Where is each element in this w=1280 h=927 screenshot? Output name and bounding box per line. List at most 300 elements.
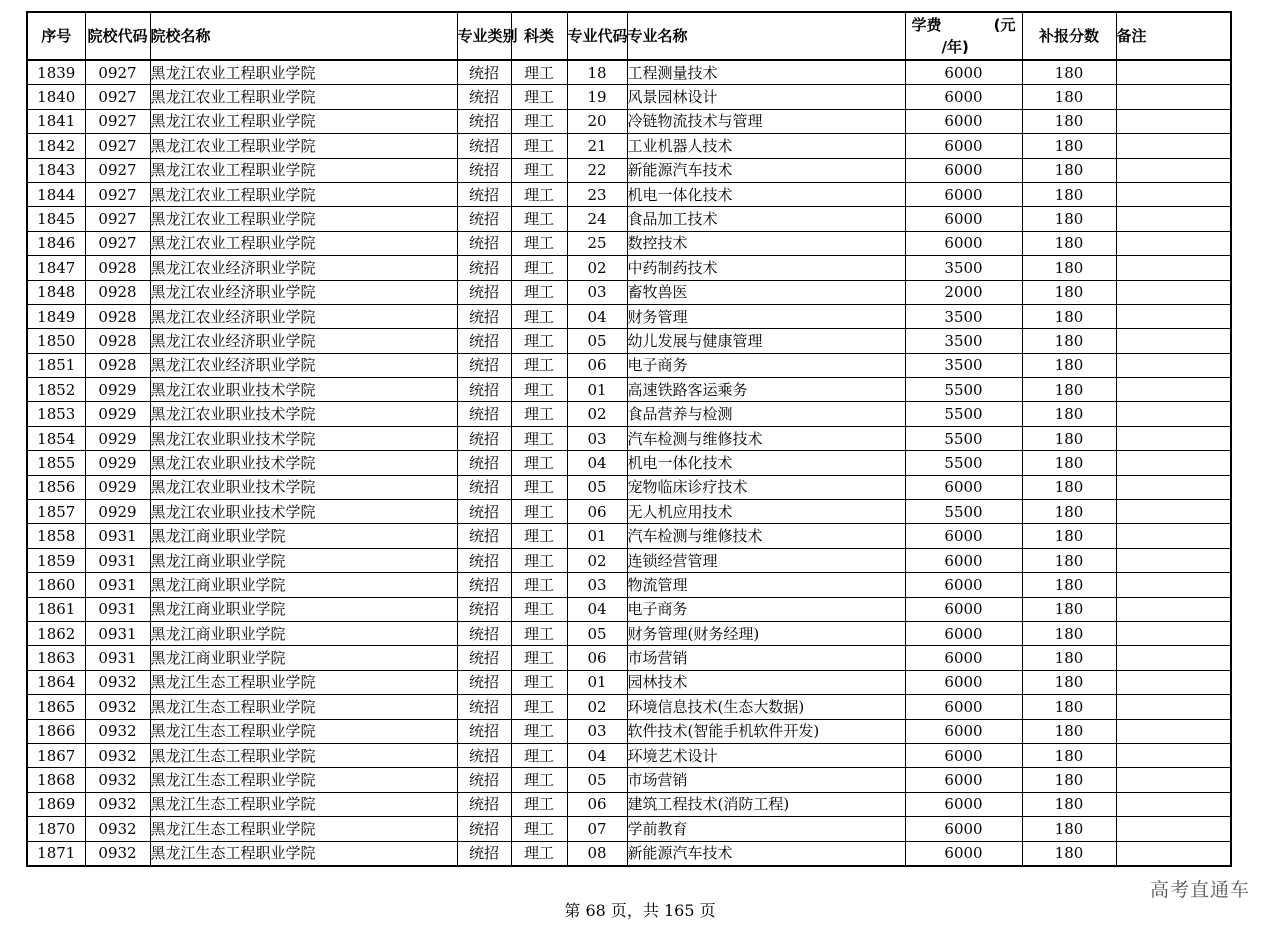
cell-major-code: 19 bbox=[567, 85, 627, 109]
cell-major-code: 03 bbox=[567, 719, 627, 743]
cell-major-code: 02 bbox=[567, 402, 627, 426]
cell-school-code: 0932 bbox=[85, 841, 150, 866]
cell-subject: 理工 bbox=[511, 670, 567, 694]
cell-subject: 理工 bbox=[511, 451, 567, 475]
cell-tuition: 6000 bbox=[905, 158, 1022, 182]
cell-major-type: 统招 bbox=[457, 475, 511, 499]
cell-note bbox=[1116, 500, 1231, 524]
cell-seq: 1859 bbox=[27, 548, 85, 572]
cell-subject: 理工 bbox=[511, 182, 567, 206]
header-note: 备注 bbox=[1116, 12, 1231, 60]
cell-major-code: 04 bbox=[567, 304, 627, 328]
cell-major-name: 财务管理 bbox=[627, 304, 905, 328]
cell-major-name: 市场营销 bbox=[627, 646, 905, 670]
cell-major-name: 机电一体化技术 bbox=[627, 451, 905, 475]
cell-major-name: 电子商务 bbox=[627, 597, 905, 621]
cell-major-name: 冷链物流技术与管理 bbox=[627, 109, 905, 133]
cell-tuition: 6000 bbox=[905, 231, 1022, 255]
header-major-type: 专业类别 bbox=[457, 12, 511, 60]
cell-major-type: 统招 bbox=[457, 182, 511, 206]
cell-school-name: 黑龙江农业职业技术学院 bbox=[150, 426, 457, 450]
cell-major-name: 汽车检测与维修技术 bbox=[627, 426, 905, 450]
cell-school-name: 黑龙江农业工程职业学院 bbox=[150, 60, 457, 85]
cell-subject: 理工 bbox=[511, 207, 567, 231]
cell-school-name: 黑龙江生态工程职业学院 bbox=[150, 792, 457, 816]
cell-major-name: 中药制药技术 bbox=[627, 256, 905, 280]
cell-score: 180 bbox=[1022, 695, 1116, 719]
cell-score: 180 bbox=[1022, 304, 1116, 328]
table-row bbox=[27, 524, 1231, 548]
cell-subject: 理工 bbox=[511, 280, 567, 304]
header-tuition-label: 学费 bbox=[911, 16, 942, 34]
page-number: 第 68 页，共 165 页 bbox=[564, 901, 716, 920]
cell-tuition: 6000 bbox=[905, 621, 1022, 645]
table-row bbox=[27, 231, 1231, 255]
cell-seq: 1855 bbox=[27, 451, 85, 475]
cell-seq: 1845 bbox=[27, 207, 85, 231]
cell-seq: 1867 bbox=[27, 743, 85, 767]
cell-major-code: 03 bbox=[567, 573, 627, 597]
cell-school-name: 黑龙江农业职业技术学院 bbox=[150, 451, 457, 475]
table-row bbox=[27, 548, 1231, 572]
cell-major-name: 物流管理 bbox=[627, 573, 905, 597]
cell-score: 180 bbox=[1022, 597, 1116, 621]
cell-tuition: 6000 bbox=[905, 646, 1022, 670]
cell-major-type: 统招 bbox=[457, 256, 511, 280]
cell-note bbox=[1116, 670, 1231, 694]
cell-major-name: 幼儿发展与健康管理 bbox=[627, 329, 905, 353]
cell-major-type: 统招 bbox=[457, 695, 511, 719]
cell-note bbox=[1116, 768, 1231, 792]
cell-seq: 1848 bbox=[27, 280, 85, 304]
cell-subject: 理工 bbox=[511, 695, 567, 719]
cell-school-code: 0928 bbox=[85, 304, 150, 328]
cell-tuition: 6000 bbox=[905, 475, 1022, 499]
cell-major-type: 统招 bbox=[457, 841, 511, 866]
cell-major-code: 07 bbox=[567, 817, 627, 841]
cell-score: 180 bbox=[1022, 158, 1116, 182]
cell-subject: 理工 bbox=[511, 646, 567, 670]
cell-major-name: 食品营养与检测 bbox=[627, 402, 905, 426]
table-row bbox=[27, 280, 1231, 304]
cell-major-name: 工业机器人技术 bbox=[627, 134, 905, 158]
cell-seq: 1870 bbox=[27, 817, 85, 841]
cell-major-code: 25 bbox=[567, 231, 627, 255]
table-row bbox=[27, 573, 1231, 597]
cell-score: 180 bbox=[1022, 402, 1116, 426]
cell-school-code: 0929 bbox=[85, 426, 150, 450]
cell-tuition: 5500 bbox=[905, 402, 1022, 426]
cell-major-type: 统招 bbox=[457, 353, 511, 377]
cell-school-code: 0931 bbox=[85, 597, 150, 621]
cell-seq: 1841 bbox=[27, 109, 85, 133]
cell-seq: 1853 bbox=[27, 402, 85, 426]
cell-major-code: 03 bbox=[567, 280, 627, 304]
cell-note bbox=[1116, 353, 1231, 377]
table-row bbox=[27, 475, 1231, 499]
cell-subject: 理工 bbox=[511, 402, 567, 426]
cell-note bbox=[1116, 378, 1231, 402]
cell-major-code: 06 bbox=[567, 646, 627, 670]
table-row bbox=[27, 817, 1231, 841]
cell-major-name: 电子商务 bbox=[627, 353, 905, 377]
cell-seq: 1863 bbox=[27, 646, 85, 670]
cell-major-name: 园林技术 bbox=[627, 670, 905, 694]
cell-seq: 1856 bbox=[27, 475, 85, 499]
cell-subject: 理工 bbox=[511, 524, 567, 548]
table-row bbox=[27, 768, 1231, 792]
cell-tuition: 6000 bbox=[905, 719, 1022, 743]
cell-seq: 1840 bbox=[27, 85, 85, 109]
table-row bbox=[27, 426, 1231, 450]
cell-tuition: 6000 bbox=[905, 524, 1022, 548]
cell-seq: 1854 bbox=[27, 426, 85, 450]
cell-subject: 理工 bbox=[511, 792, 567, 816]
cell-major-name: 软件技术(智能手机软件开发) bbox=[627, 719, 905, 743]
cell-school-code: 0931 bbox=[85, 524, 150, 548]
cell-school-code: 0929 bbox=[85, 451, 150, 475]
cell-score: 180 bbox=[1022, 85, 1116, 109]
cell-score: 180 bbox=[1022, 743, 1116, 767]
cell-subject: 理工 bbox=[511, 475, 567, 499]
cell-school-name: 黑龙江农业经济职业学院 bbox=[150, 329, 457, 353]
cell-note bbox=[1116, 817, 1231, 841]
watermark-text: 高考直通车 bbox=[1149, 879, 1250, 901]
cell-school-code: 0929 bbox=[85, 402, 150, 426]
cell-major-name: 财务管理(财务经理) bbox=[627, 621, 905, 645]
cell-major-name: 环境信息技术(生态大数据) bbox=[627, 695, 905, 719]
cell-major-type: 统招 bbox=[457, 548, 511, 572]
cell-note bbox=[1116, 451, 1231, 475]
cell-major-code: 03 bbox=[567, 426, 627, 450]
cell-major-type: 统招 bbox=[457, 670, 511, 694]
cell-score: 180 bbox=[1022, 621, 1116, 645]
cell-note bbox=[1116, 109, 1231, 133]
cell-major-name: 市场营销 bbox=[627, 768, 905, 792]
cell-school-name: 黑龙江商业职业学院 bbox=[150, 597, 457, 621]
cell-school-code: 0927 bbox=[85, 85, 150, 109]
cell-tuition: 6000 bbox=[905, 817, 1022, 841]
cell-major-name: 新能源汽车技术 bbox=[627, 158, 905, 182]
cell-score: 180 bbox=[1022, 256, 1116, 280]
cell-major-type: 统招 bbox=[457, 768, 511, 792]
cell-subject: 理工 bbox=[511, 743, 567, 767]
cell-note bbox=[1116, 548, 1231, 572]
table-row bbox=[27, 182, 1231, 206]
cell-school-code: 0928 bbox=[85, 329, 150, 353]
cell-subject: 理工 bbox=[511, 719, 567, 743]
table-row bbox=[27, 158, 1231, 182]
cell-major-code: 01 bbox=[567, 524, 627, 548]
cell-school-name: 黑龙江生态工程职业学院 bbox=[150, 719, 457, 743]
cell-tuition: 3500 bbox=[905, 353, 1022, 377]
cell-note bbox=[1116, 621, 1231, 645]
table-row bbox=[27, 743, 1231, 767]
cell-seq: 1866 bbox=[27, 719, 85, 743]
header-major-name: 专业名称 bbox=[627, 12, 905, 60]
table-row bbox=[27, 304, 1231, 328]
cell-seq: 1861 bbox=[27, 597, 85, 621]
cell-score: 180 bbox=[1022, 329, 1116, 353]
cell-school-code: 0927 bbox=[85, 207, 150, 231]
cell-subject: 理工 bbox=[511, 158, 567, 182]
cell-score: 180 bbox=[1022, 182, 1116, 206]
cell-tuition: 5500 bbox=[905, 500, 1022, 524]
cell-subject: 理工 bbox=[511, 60, 567, 85]
cell-school-code: 0929 bbox=[85, 475, 150, 499]
cell-score: 180 bbox=[1022, 524, 1116, 548]
header-tuition-unit-b: /年) bbox=[941, 38, 969, 56]
cell-major-name: 工程测量技术 bbox=[627, 60, 905, 85]
table-row bbox=[27, 329, 1231, 353]
cell-school-name: 黑龙江商业职业学院 bbox=[150, 621, 457, 645]
cell-score: 180 bbox=[1022, 841, 1116, 866]
header-subject: 科类 bbox=[511, 12, 567, 60]
cell-score: 180 bbox=[1022, 500, 1116, 524]
cell-school-name: 黑龙江农业职业技术学院 bbox=[150, 378, 457, 402]
cell-tuition: 5500 bbox=[905, 426, 1022, 450]
cell-note bbox=[1116, 475, 1231, 499]
cell-major-name: 连锁经营管理 bbox=[627, 548, 905, 572]
cell-subject: 理工 bbox=[511, 353, 567, 377]
cell-major-type: 统招 bbox=[457, 280, 511, 304]
cell-major-name: 新能源汽车技术 bbox=[627, 841, 905, 866]
cell-seq: 1857 bbox=[27, 500, 85, 524]
cell-score: 180 bbox=[1022, 573, 1116, 597]
cell-major-name: 无人机应用技术 bbox=[627, 500, 905, 524]
table-row bbox=[27, 670, 1231, 694]
cell-major-code: 08 bbox=[567, 841, 627, 866]
cell-school-name: 黑龙江生态工程职业学院 bbox=[150, 670, 457, 694]
cell-subject: 理工 bbox=[511, 768, 567, 792]
cell-school-code: 0927 bbox=[85, 158, 150, 182]
cell-seq: 1842 bbox=[27, 134, 85, 158]
cell-note bbox=[1116, 402, 1231, 426]
cell-score: 180 bbox=[1022, 475, 1116, 499]
cell-school-name: 黑龙江商业职业学院 bbox=[150, 548, 457, 572]
cell-major-code: 05 bbox=[567, 329, 627, 353]
cell-school-name: 黑龙江农业工程职业学院 bbox=[150, 158, 457, 182]
cell-major-type: 统招 bbox=[457, 378, 511, 402]
cell-note bbox=[1116, 85, 1231, 109]
cell-major-type: 统招 bbox=[457, 134, 511, 158]
cell-school-name: 黑龙江商业职业学院 bbox=[150, 524, 457, 548]
cell-major-name: 汽车检测与维修技术 bbox=[627, 524, 905, 548]
cell-major-type: 统招 bbox=[457, 207, 511, 231]
cell-major-code: 23 bbox=[567, 182, 627, 206]
cell-school-code: 0931 bbox=[85, 548, 150, 572]
cell-major-code: 01 bbox=[567, 378, 627, 402]
cell-seq: 1864 bbox=[27, 670, 85, 694]
cell-school-code: 0929 bbox=[85, 500, 150, 524]
table-row bbox=[27, 597, 1231, 621]
admission-table bbox=[26, 11, 1232, 867]
cell-seq: 1843 bbox=[27, 158, 85, 182]
cell-school-name: 黑龙江农业工程职业学院 bbox=[150, 85, 457, 109]
cell-subject: 理工 bbox=[511, 304, 567, 328]
cell-tuition: 3500 bbox=[905, 304, 1022, 328]
cell-note bbox=[1116, 719, 1231, 743]
table-row bbox=[27, 85, 1231, 109]
table-row bbox=[27, 207, 1231, 231]
cell-major-name: 建筑工程技术(消防工程) bbox=[627, 792, 905, 816]
cell-major-type: 统招 bbox=[457, 60, 511, 85]
cell-major-code: 04 bbox=[567, 743, 627, 767]
cell-note bbox=[1116, 329, 1231, 353]
header-major-code: 专业代码 bbox=[567, 12, 627, 60]
cell-note bbox=[1116, 231, 1231, 255]
cell-school-name: 黑龙江生态工程职业学院 bbox=[150, 817, 457, 841]
cell-major-code: 06 bbox=[567, 500, 627, 524]
cell-seq: 1847 bbox=[27, 256, 85, 280]
table-row bbox=[27, 60, 1231, 85]
cell-school-name: 黑龙江农业工程职业学院 bbox=[150, 182, 457, 206]
cell-school-code: 0927 bbox=[85, 134, 150, 158]
cell-school-name: 黑龙江农业工程职业学院 bbox=[150, 134, 457, 158]
cell-tuition: 3500 bbox=[905, 329, 1022, 353]
cell-score: 180 bbox=[1022, 378, 1116, 402]
cell-school-name: 黑龙江生态工程职业学院 bbox=[150, 743, 457, 767]
cell-seq: 1858 bbox=[27, 524, 85, 548]
cell-note bbox=[1116, 182, 1231, 206]
cell-tuition: 6000 bbox=[905, 573, 1022, 597]
cell-school-code: 0932 bbox=[85, 719, 150, 743]
cell-major-type: 统招 bbox=[457, 426, 511, 450]
cell-score: 180 bbox=[1022, 280, 1116, 304]
header-row bbox=[27, 12, 1231, 60]
cell-score: 180 bbox=[1022, 548, 1116, 572]
cell-subject: 理工 bbox=[511, 134, 567, 158]
cell-school-name: 黑龙江商业职业学院 bbox=[150, 646, 457, 670]
cell-major-code: 01 bbox=[567, 670, 627, 694]
cell-major-name: 高速铁路客运乘务 bbox=[627, 378, 905, 402]
cell-seq: 1846 bbox=[27, 231, 85, 255]
cell-school-code: 0927 bbox=[85, 109, 150, 133]
cell-subject: 理工 bbox=[511, 231, 567, 255]
cell-major-code: 02 bbox=[567, 548, 627, 572]
cell-note bbox=[1116, 60, 1231, 85]
cell-seq: 1860 bbox=[27, 573, 85, 597]
cell-major-type: 统招 bbox=[457, 402, 511, 426]
cell-school-code: 0928 bbox=[85, 280, 150, 304]
cell-major-name: 学前教育 bbox=[627, 817, 905, 841]
cell-note bbox=[1116, 573, 1231, 597]
cell-tuition: 6000 bbox=[905, 85, 1022, 109]
cell-major-code: 21 bbox=[567, 134, 627, 158]
cell-note bbox=[1116, 524, 1231, 548]
cell-tuition: 6000 bbox=[905, 768, 1022, 792]
cell-seq: 1871 bbox=[27, 841, 85, 866]
cell-tuition: 6000 bbox=[905, 182, 1022, 206]
cell-tuition: 5500 bbox=[905, 378, 1022, 402]
cell-major-name: 畜牧兽医 bbox=[627, 280, 905, 304]
cell-major-type: 统招 bbox=[457, 109, 511, 133]
cell-subject: 理工 bbox=[511, 85, 567, 109]
header-tuition bbox=[905, 12, 1022, 60]
cell-tuition: 6000 bbox=[905, 60, 1022, 85]
cell-tuition: 6000 bbox=[905, 109, 1022, 133]
cell-school-name: 黑龙江农业经济职业学院 bbox=[150, 353, 457, 377]
cell-seq: 1851 bbox=[27, 353, 85, 377]
table-row bbox=[27, 451, 1231, 475]
header-seq: 序号 bbox=[27, 12, 85, 60]
table-row bbox=[27, 134, 1231, 158]
cell-major-name: 数控技术 bbox=[627, 231, 905, 255]
cell-school-code: 0932 bbox=[85, 670, 150, 694]
cell-seq: 1865 bbox=[27, 695, 85, 719]
table-row bbox=[27, 841, 1231, 866]
cell-note bbox=[1116, 426, 1231, 450]
cell-subject: 理工 bbox=[511, 841, 567, 866]
table-row bbox=[27, 695, 1231, 719]
cell-major-code: 06 bbox=[567, 353, 627, 377]
cell-school-code: 0929 bbox=[85, 378, 150, 402]
cell-subject: 理工 bbox=[511, 621, 567, 645]
cell-school-name: 黑龙江生态工程职业学院 bbox=[150, 695, 457, 719]
cell-score: 180 bbox=[1022, 109, 1116, 133]
cell-major-type: 统招 bbox=[457, 597, 511, 621]
cell-score: 180 bbox=[1022, 231, 1116, 255]
cell-note bbox=[1116, 158, 1231, 182]
cell-school-name: 黑龙江农业职业技术学院 bbox=[150, 475, 457, 499]
cell-major-type: 统招 bbox=[457, 646, 511, 670]
cell-seq: 1852 bbox=[27, 378, 85, 402]
cell-school-name: 黑龙江农业经济职业学院 bbox=[150, 304, 457, 328]
cell-tuition: 6000 bbox=[905, 841, 1022, 866]
table-row bbox=[27, 621, 1231, 645]
cell-subject: 理工 bbox=[511, 426, 567, 450]
cell-major-code: 22 bbox=[567, 158, 627, 182]
cell-school-code: 0928 bbox=[85, 353, 150, 377]
cell-score: 180 bbox=[1022, 134, 1116, 158]
cell-major-code: 20 bbox=[567, 109, 627, 133]
cell-major-type: 统招 bbox=[457, 231, 511, 255]
cell-major-name: 食品加工技术 bbox=[627, 207, 905, 231]
header-school-name: 院校名称 bbox=[150, 12, 457, 60]
cell-subject: 理工 bbox=[511, 329, 567, 353]
cell-tuition: 2000 bbox=[905, 280, 1022, 304]
cell-school-name: 黑龙江生态工程职业学院 bbox=[150, 841, 457, 866]
cell-major-code: 24 bbox=[567, 207, 627, 231]
cell-note bbox=[1116, 792, 1231, 816]
cell-score: 180 bbox=[1022, 426, 1116, 450]
cell-seq: 1839 bbox=[27, 60, 85, 85]
cell-school-code: 0927 bbox=[85, 60, 150, 85]
cell-score: 180 bbox=[1022, 719, 1116, 743]
cell-school-code: 0932 bbox=[85, 792, 150, 816]
cell-tuition: 6000 bbox=[905, 134, 1022, 158]
header-score: 补报分数 bbox=[1022, 12, 1116, 60]
cell-major-type: 统招 bbox=[457, 817, 511, 841]
header-tuition-unit-a: (元 bbox=[993, 16, 1016, 34]
cell-tuition: 6000 bbox=[905, 548, 1022, 572]
cell-score: 180 bbox=[1022, 670, 1116, 694]
cell-seq: 1850 bbox=[27, 329, 85, 353]
cell-tuition: 6000 bbox=[905, 597, 1022, 621]
cell-major-type: 统招 bbox=[457, 792, 511, 816]
cell-tuition: 6000 bbox=[905, 792, 1022, 816]
cell-subject: 理工 bbox=[511, 597, 567, 621]
cell-school-code: 0932 bbox=[85, 695, 150, 719]
cell-note bbox=[1116, 280, 1231, 304]
cell-school-code: 0932 bbox=[85, 817, 150, 841]
table-row bbox=[27, 378, 1231, 402]
cell-note bbox=[1116, 134, 1231, 158]
cell-seq: 1862 bbox=[27, 621, 85, 645]
cell-note bbox=[1116, 304, 1231, 328]
cell-major-type: 统招 bbox=[457, 719, 511, 743]
cell-school-code: 0928 bbox=[85, 256, 150, 280]
